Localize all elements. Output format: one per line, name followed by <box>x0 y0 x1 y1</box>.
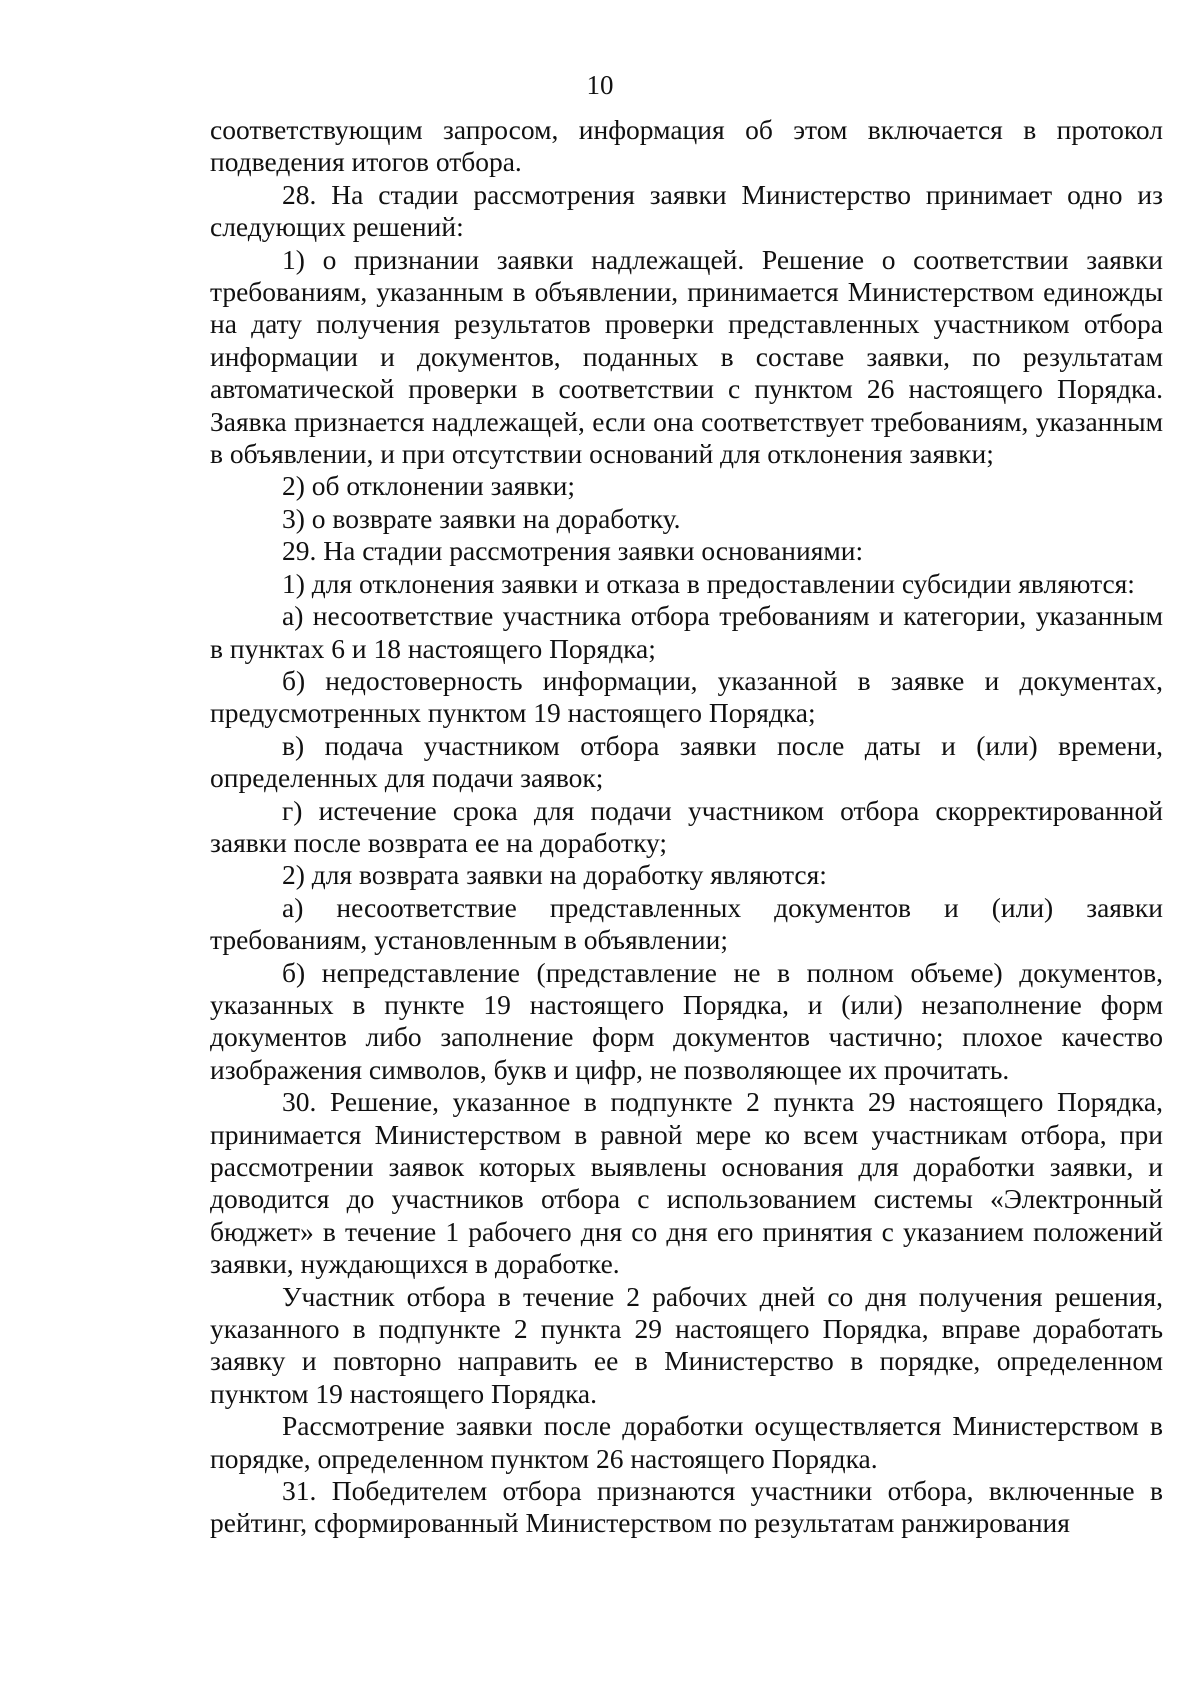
paragraph-29-item-1-g: г) истечение срока для подачи участником отбора скорректированной заявки после возврата ее на доработку; <box>210 794 1163 858</box>
paragraph-29-item-1-a: а) несоответствие участника отбора требованиям и категории, указанным в пунктах 6 и 18 настоящего Порядка; <box>210 600 1163 664</box>
paragraph-29-item-1: 1) для отклонения заявки и отказа в предоставлении субсидии являются: <box>282 567 1135 599</box>
page-number: 10 <box>586 70 614 100</box>
paragraph-29: 29. На стадии рассмотрения заявки основаниями: <box>282 535 864 567</box>
paragraph-28-item-2: 2) об отклонении заявки; <box>282 470 576 502</box>
paragraph-29-item-1-v: в) подача участником отбора заявки после даты и (или) времени, определенных для подачи заявок; <box>210 729 1163 794</box>
paragraph-28-item-3: 3) о возврате заявки на доработку. <box>282 502 681 534</box>
paragraph-28: 28. На стадии рассмотрения заявки Министерство принимает одно из следующих решений: <box>210 178 1163 243</box>
paragraph-29-item-2-b: б) непредставление (представление не в полном объеме) документов, указанных в пункте 19 настоящего Порядка, и (или) незаполнение форм документов либо заполнение форм документов частично; плохое качество изображения символов, букв и цифр, не позволяющее их прочитать. <box>210 956 1163 1085</box>
paragraph-30-review: Рассмотрение заявки после доработки осуществляется Министерством в порядке, определенном пунктом 26 настоящего Порядка. <box>210 1410 1163 1474</box>
paragraph-continuation: соответствующим запросом, информация об этом включается в протокол подведения итогов отбора. <box>210 114 1163 178</box>
paragraph-29-item-2-a: а) несоответствие представленных документов и (или) заявки требованиям, установленным в объявлении; <box>210 891 1163 956</box>
document-body <box>210 114 1163 1540</box>
paragraph-30-participant: Участник отбора в течение 2 рабочих дней со дня получения решения, указанного в подпункте 2 пункта 29 настоящего Порядка, вправе доработать заявку и повторно направить ее в Министерство в порядке, определенном пунктом 19 настоящего Порядка. <box>210 1280 1163 1409</box>
paragraph-28-item-1: 1) о признании заявки надлежащей. Решение о соответствии заявки требованиям, указанным в объявлении, принимается Министерством единожды на дату получения результатов проверки представленных участником отбора информации и документов, поданных в составе заявки, по результатам автоматической проверки в соответствии с пунктом 26 настоящего Порядка. Заявка признается надлежащей, если она соответствует требованиям, указанным в объявлении, и при отсутствии оснований для отклонения заявки; <box>210 243 1163 470</box>
paragraph-31: 31. Победителем отбора признаются участники отбора, включенные в рейтинг, сформированный Министерством по результатам ранжирования <box>210 1475 1163 1539</box>
paragraph-29-item-2: 2) для возврата заявки на доработку являются: <box>282 859 827 891</box>
paragraph-30: 30. Решение, указанное в подпункте 2 пункта 29 настоящего Порядка, принимается Министерством в равной мере ко всем участникам отбора, при рассмотрении заявок которых выявлены основания для доработки заявки, и доводится до участников отбора с использованием системы «Электронный бюджет» в течение 1 рабочего дня со дня его принятия с указанием положений заявки, нуждающихся в доработке. <box>210 1086 1163 1280</box>
paragraph-29-item-1-b: б) недостоверность информации, указанной в заявке и документах, предусмотренных пунктом 19 настоящего Порядка; <box>210 664 1163 729</box>
